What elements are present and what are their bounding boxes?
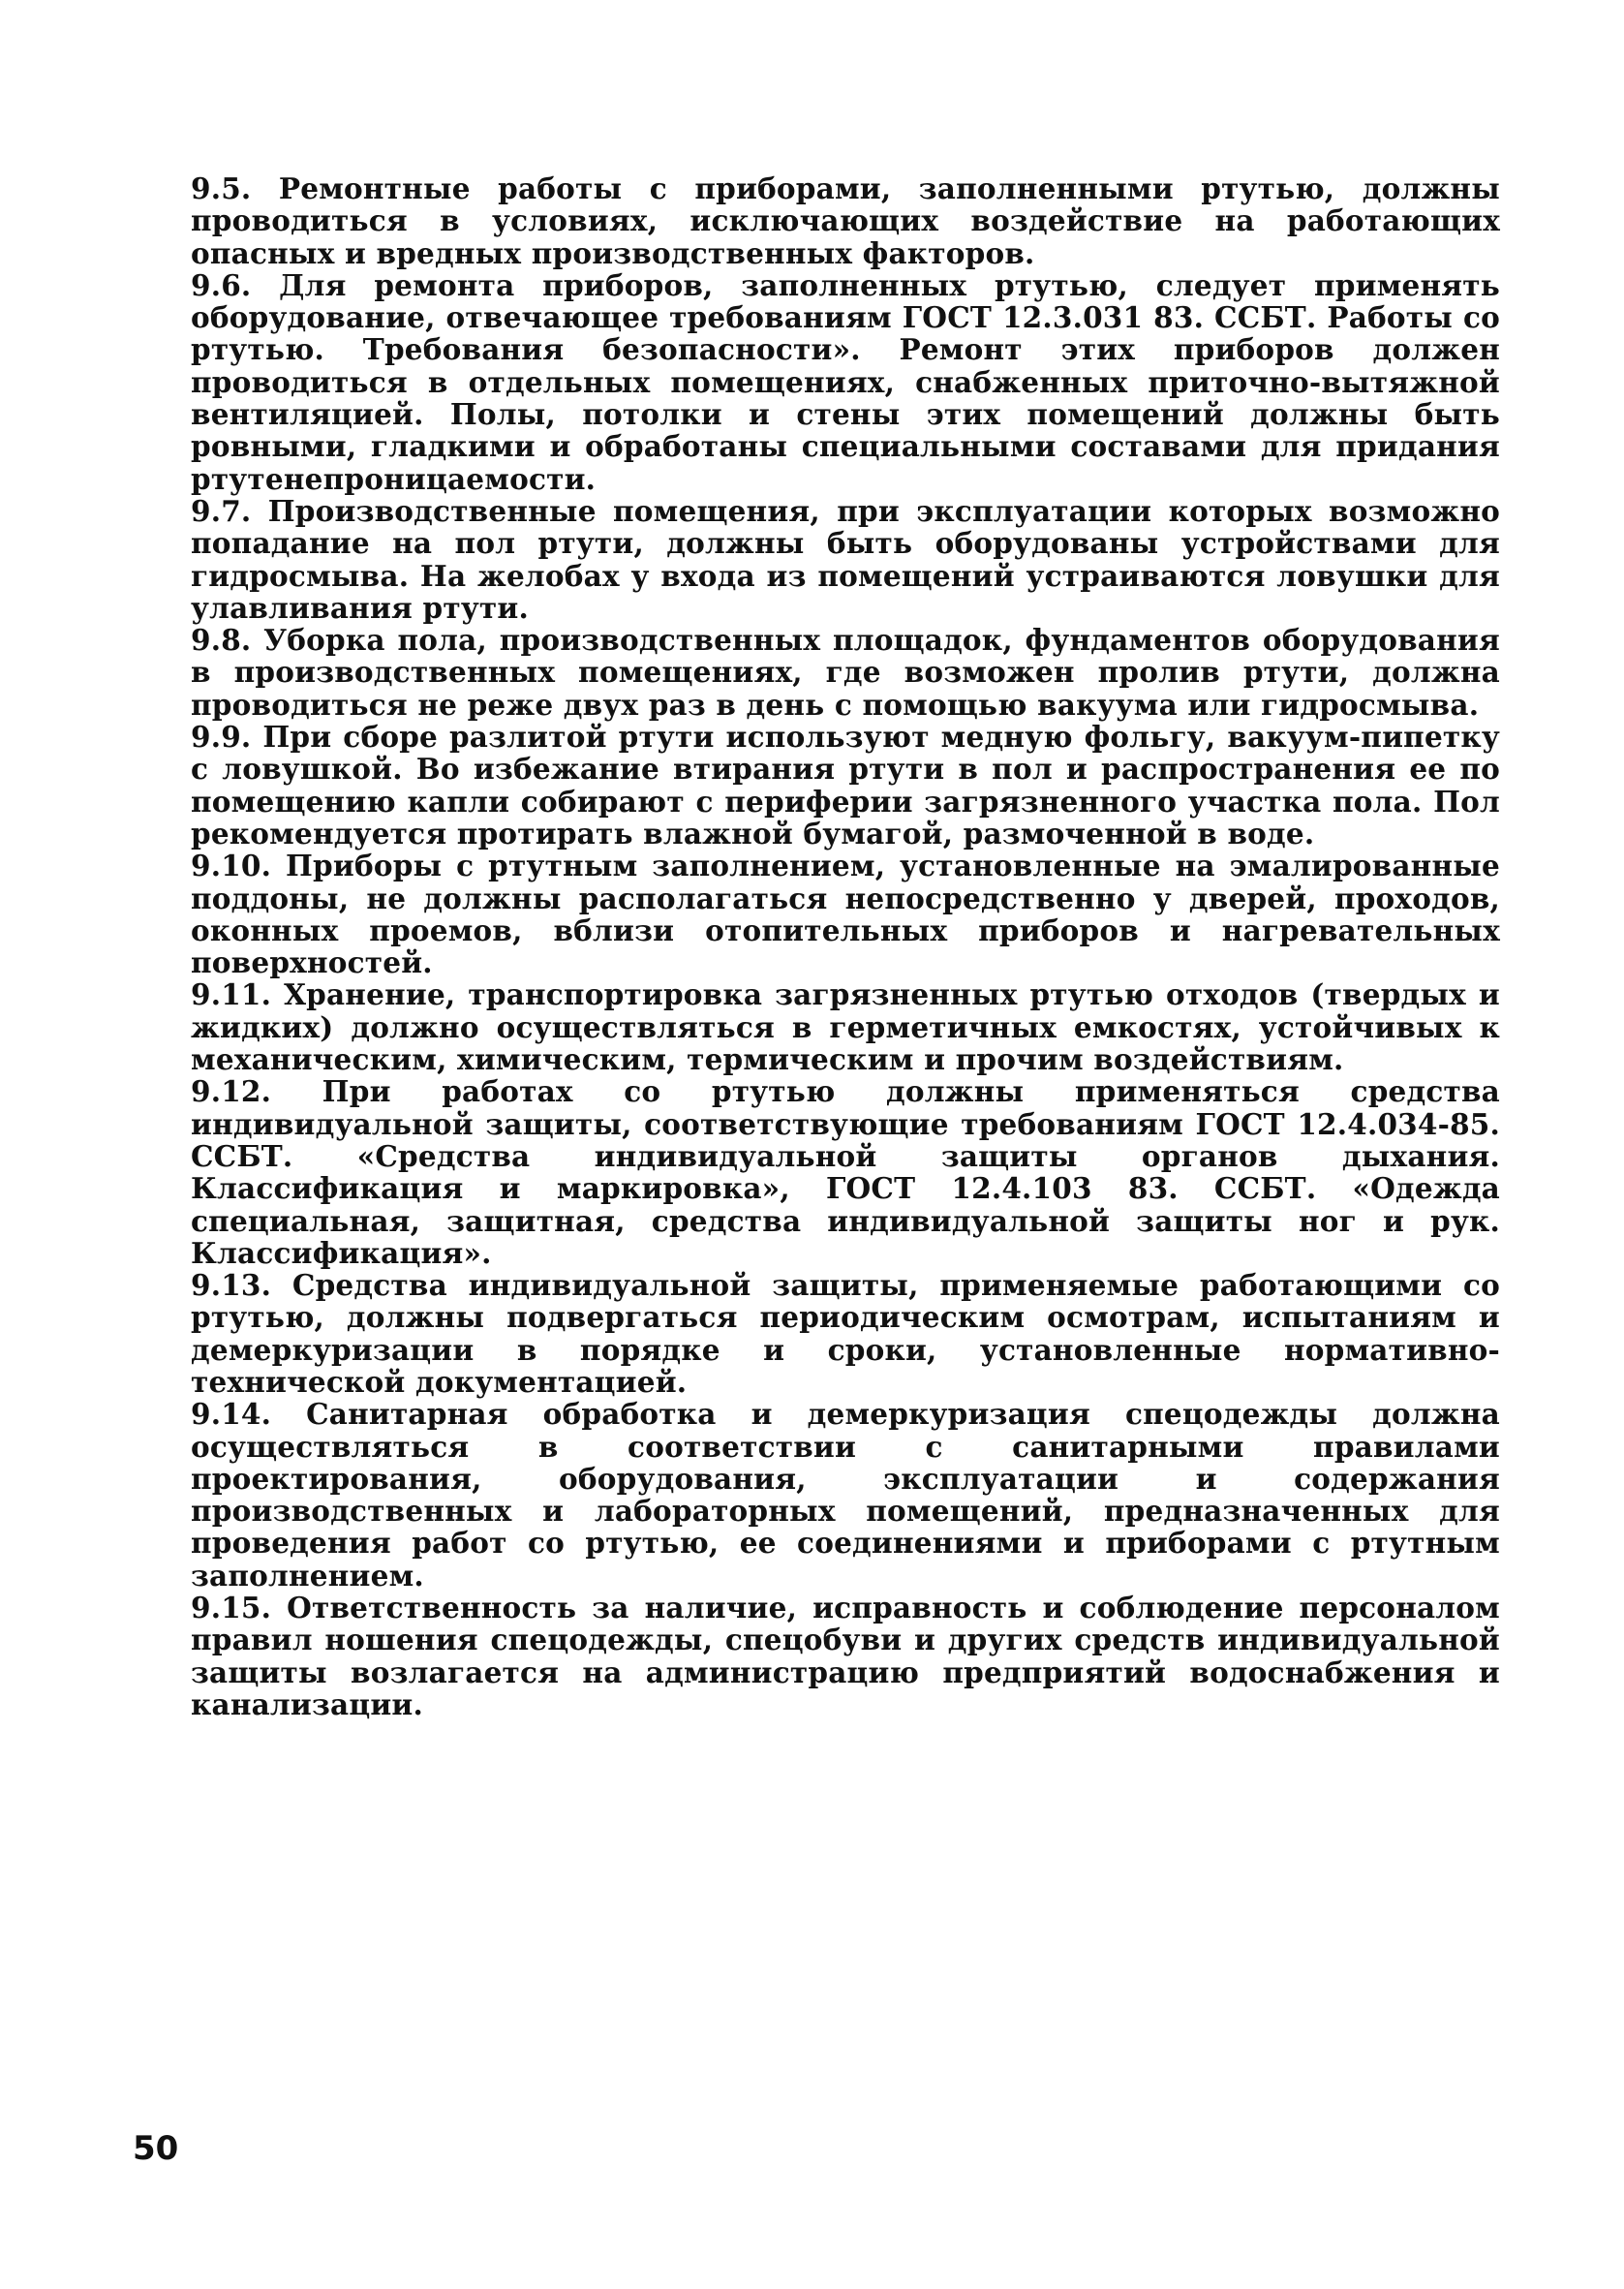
paragraph-9-12: 9.12. При работах со ртутью должны применяться средства индивидуальной защиты, соответствующие требованиям ГОСТ 12.4.034-85. ССБТ. «Средства индивидуальной защиты органов дыхания. Классификация и маркировка», ГОСТ 12.4.103 83. ССБТ. «Одежда специальная, защитная, средства индивидуальной защиты ног и рук. Классификация».	[191, 1074, 1500, 1270]
paragraph-9-15: 9.15. Ответственность за наличие, исправность и соблюдение персоналом правил ношения спецодежды, спецобуви и других средств индивидуальной защиты возлагается на администрацию предприятий водоснабжения и канализации.	[191, 1591, 1500, 1721]
paragraph-9-6: 9.6. Для ремонта приборов, заполненных ртутью, следует применять оборудование, отвечающее требованиям ГОСТ 12.3.031 83. ССБТ. Работы со ртутью. Требования безопасности». Ремонт этих приборов должен проводиться в отдельных помещениях, снабженных приточно-вытяжной вентиляцией. Полы, потолки и стены этих помещений должны быть ровными, гладкими и обработаны специальными составами для придания ртутенепроницаемости.	[191, 267, 1500, 496]
page-number: 50	[133, 2129, 179, 2168]
paragraph-9-7: 9.7. Производственные помещения, при эксплуатации которых возможно попадание на пол ртути, должны быть оборудованы устройствами для гидросмыва. На желобах у входа из помещений устраиваются ловушки для улавливания ртути.	[191, 493, 1500, 625]
paragraph-9-8: 9.8. Уборка пола, производственных площадок, фундаментов оборудования в производственных помещениях, где возможен пролив ртути, должна проводиться не реже двух раз в день с помощью вакуума или гидросмыва.	[191, 623, 1500, 722]
paragraph-9-5: 9.5. Ремонтные работы с приборами, заполненными ртутью, должны проводиться в условиях, исключающих воздействие на работающих опасных и вредных производственных факторов.	[191, 171, 1500, 270]
paragraph-9-14: 9.14. Санитарная обработка и демеркуризация спецодежды должна осуществляться в соответствии с санитарными правилами проектирования, оборудования, эксплуатации и содержания производственных и лабораторных помещений, предназначенных для проведения работ со ртутью, ее соединениями и приборами с ртутным заполнением.	[191, 1397, 1500, 1593]
paragraph-9-9: 9.9. При сборе разлитой ртути используют медную фольгу, вакуум-пипетку с ловушкой. Во избежание втирания ртути в пол и распространения ее по помещению капли собирают с периферии загрязненного участка пола. Пол рекомендуется протирать влажной бумагой, размоченной в воде.	[191, 720, 1500, 851]
paragraph-9-13: 9.13. Средства индивидуальной защиты, применяемые работающими со ртутью, должны подвергаться периодическим осмотрам, испытаниям и демеркуризации в порядке и сроки, установленные нормативно-технической документацией.	[191, 1268, 1500, 1399]
paragraph-9-11: 9.11. Хранение, транспортировка загрязненных ртутью отходов (твердых и жидких) должно осуществляться в герметичных емкостях, устойчивых к механическим, химическим, термическим и прочим воздействиям.	[191, 977, 1500, 1077]
body-text	[191, 172, 1500, 1720]
paragraph-9-10: 9.10. Приборы с ртутным заполнением, установленные на эмалированные поддоны, не должны располагаться непосредственно у дверей, проходов, оконных проемов, вблизи отопительных приборов и нагревательных поверхностей.	[191, 849, 1500, 980]
